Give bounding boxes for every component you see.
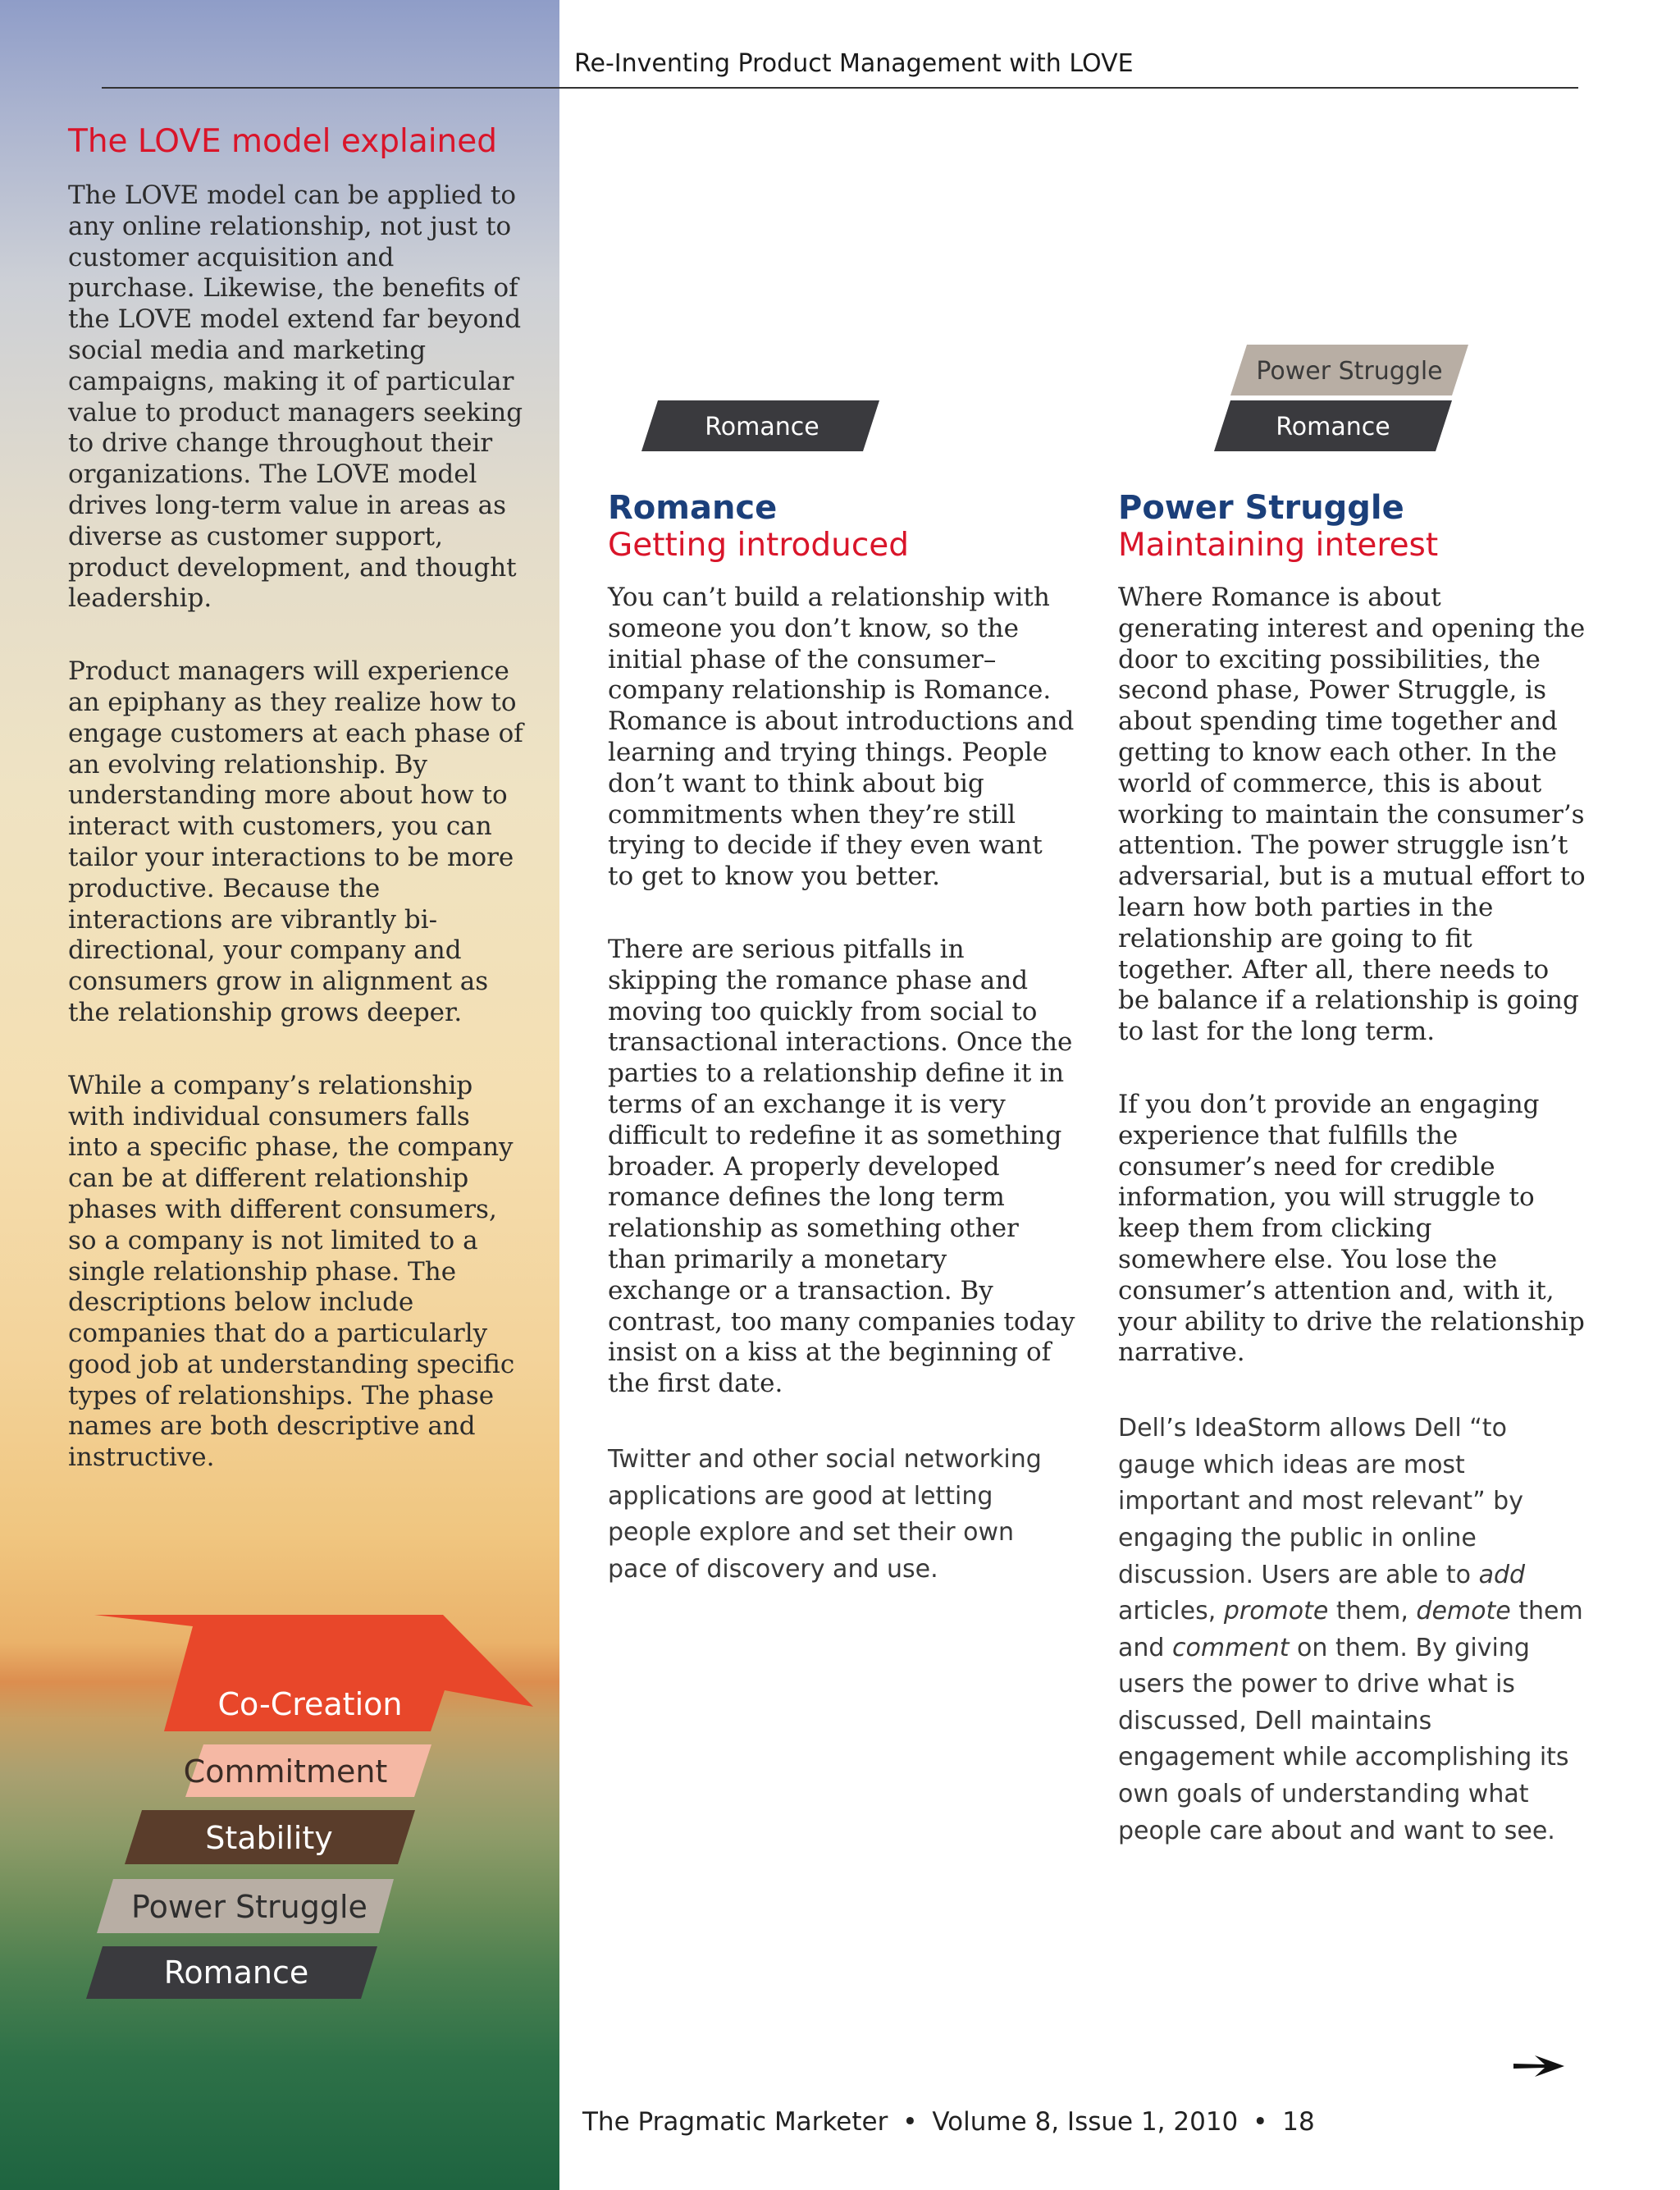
co-creation-label: Co-Creation xyxy=(217,1686,403,1722)
header-rule xyxy=(102,87,1578,89)
power-struggle-body xyxy=(1118,583,1586,1369)
running-header: Re-Inventing Product Management with LOVE xyxy=(574,49,1134,78)
sidebar-paragraph: Product managers will experience an epiphany as they realize how to engage customers at each phase of an evolving relationship. By understanding more about how to interact with customers, you can tailor your interactions to be more productive. Because the interactions are vibrantly bi-directional, your company and consumers grow in alignment as the relationship grows deeper. xyxy=(68,656,523,1027)
page-number: 18 xyxy=(1282,2107,1315,2137)
footer-issue: Volume 8, Issue 1, 2010 xyxy=(932,2107,1239,2137)
romance-tag xyxy=(641,400,879,451)
power-struggle-tag xyxy=(1230,345,1468,395)
footer-publication: The Pragmatic Marketer xyxy=(582,2107,888,2137)
romance-example xyxy=(608,1442,1075,1588)
romance-column xyxy=(608,489,1075,1588)
romance-body xyxy=(608,583,1075,1400)
page-footer xyxy=(579,2107,1318,2137)
romance-label: Romance xyxy=(163,1955,309,1991)
romance-paragraph: You can’t build a relationship with someone you don’t know, so the initial phase of the consumer–company relationship is Romance. Romance is about introductions and learning and trying things. People don’t want to think about big commitments when they’re still trying to decide if they even want to get to know you better. xyxy=(608,583,1075,892)
dell-example xyxy=(1118,1410,1586,1849)
svg-text:Romance: Romance xyxy=(1276,413,1390,441)
sidebar-body xyxy=(68,181,527,1516)
love-phase-diagram xyxy=(0,1608,559,2019)
footer-bullet: • xyxy=(1253,2107,1268,2137)
footer-bullet: • xyxy=(902,2107,918,2137)
power-struggle-paragraph: If you don’t provide an engaging experience that fulfills the consumer’s need for credible information, you will struggle to keep them from clicking somewhere else. You lose the consumer’s attention and, with it, your ability to drive the relationship narrative. xyxy=(1118,1089,1585,1368)
svg-text:Power Struggle: Power Struggle xyxy=(1256,357,1443,386)
romance-paragraph: There are serious pitfalls in skipping the romance phase and moving too quickly from social to transactional interactions. Once the parties to a relationship define it in terms of an exchange it is very difficult to redefine it as something broader. A properly developed romance defines the long term relationship as something other than primarily a monetary exchange or a transaction. By contrast, too many companies today insist on a kiss at the beginning of the first date. xyxy=(608,934,1075,1399)
power-struggle-column xyxy=(1118,489,1586,1849)
power-struggle-title: Power Struggle xyxy=(1118,489,1404,527)
power-struggle-subtitle: Maintaining interest xyxy=(1118,527,1439,564)
sidebar-title: The LOVE model explained xyxy=(68,123,498,160)
sidebar-paragraph: While a company’s relationship with individual consumers falls into a specific phase, the company can be at different relationship phases with different consumers, so a company is not limited to a single relationship phase. The descriptions below include companies that do a particularly good job at understanding specific types of relationships. The phase names are both descriptive and instructive. xyxy=(68,1070,515,1473)
dell-example-text: Dell’s IdeaStorm allows Dell “to gauge which ideas are most important and most relevant” by engaging the public in online discussion. Users are able to add articles, promote them, demote them and comment on them. By giving users the power to drive what is discussed, Dell maintains engagement while accomplishing its own goals of understanding what people care about and want to see. xyxy=(1118,1414,1583,1845)
power-struggle-label: Power Struggle xyxy=(131,1889,368,1925)
commitment-label: Commitment xyxy=(183,1753,388,1790)
sidebar-paragraph: The LOVE model can be applied to any online relationship, not just to customer acquisition and purchase. Likewise, the benefits of the LOVE model extend far beyond social media and marketing campaigns, making it of particular value to product managers seeking to drive change throughout their organizations. The LOVE model drives long-term value in areas as diverse as customer support, product development, and thought leadership. xyxy=(68,181,523,614)
stability-label: Stability xyxy=(205,1820,333,1856)
romance-example-text: Twitter and other social networking applications are good at letting people explore and set their own pace of discovery and use. xyxy=(608,1444,1042,1584)
svg-text:Romance: Romance xyxy=(705,413,819,441)
right-arrow-icon xyxy=(1513,2055,1564,2077)
romance-subtitle: Getting introduced xyxy=(608,527,910,564)
power-struggle-paragraph: Where Romance is about generating interest and opening the door to exciting possibilities, the second phase, Power Struggle, is about spending time together and getting to know each other. In the world of commerce, this is about working to maintain the consumer’s attention. The power struggle isn’t adversarial, but is a mutual effort to learn how both parties in the relationship are going to fit together. After all, there needs to be balance if a relationship is going to last for the long term. xyxy=(1118,583,1586,1047)
romance-tag-secondary xyxy=(1214,400,1452,451)
romance-title: Romance xyxy=(608,489,778,527)
